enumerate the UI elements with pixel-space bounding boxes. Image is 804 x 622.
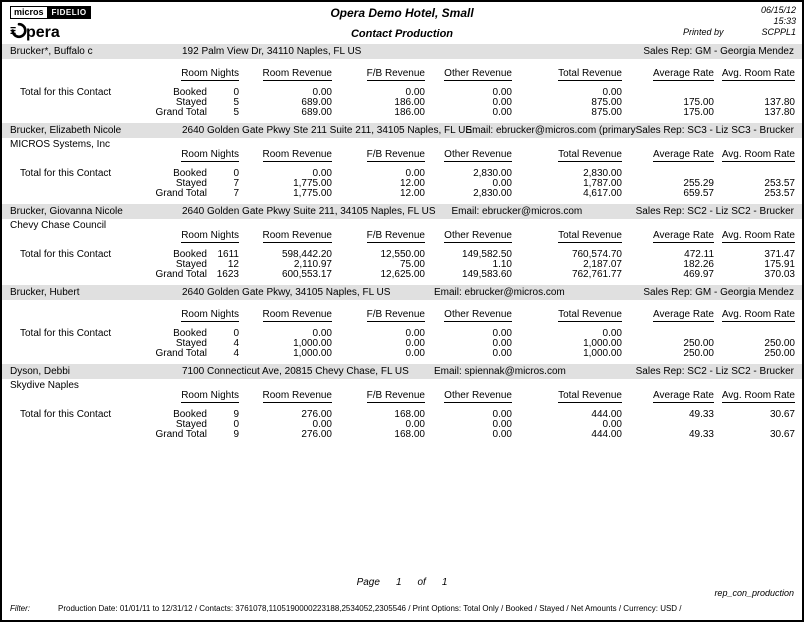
value-cell: 168.00 xyxy=(394,409,425,420)
contact-sales-rep: Sales Rep: SC2 - Liz SC2 - Brucker xyxy=(635,206,794,217)
column-header: Average Rate xyxy=(653,309,714,320)
column-header: Total Revenue xyxy=(558,390,622,401)
value-cell: 0.00 xyxy=(405,338,425,349)
value-cell: 0.00 xyxy=(602,87,622,98)
value-cell: 0.00 xyxy=(492,328,512,339)
totals-row xyxy=(2,410,802,420)
report-header xyxy=(2,2,802,42)
value-cell: 1.10 xyxy=(492,259,512,270)
value-cell: 49.33 xyxy=(688,429,714,440)
column-header: Other Revenue xyxy=(444,309,512,320)
value-cell: 0.00 xyxy=(492,419,512,430)
total-for-contact-label: Total for this Contact xyxy=(20,168,112,179)
column-header: Other Revenue xyxy=(444,390,512,401)
value-cell: 875.00 xyxy=(591,97,622,108)
contact-band-middle xyxy=(182,46,643,57)
contact-company: MICROS Systems, Inc xyxy=(10,139,111,150)
value-cell: 182.26 xyxy=(683,259,714,270)
contact-address: 2640 Golden Gate Pkwy Suite 211, 34105 Naples, FL US xyxy=(182,206,436,217)
column-header: Average Rate xyxy=(653,149,714,160)
value-cell: 0.00 xyxy=(405,168,425,179)
value-cell: 1,787.00 xyxy=(583,178,622,189)
totals-row xyxy=(2,349,802,359)
total-for-contact-label xyxy=(2,98,147,108)
column-header: Other Revenue xyxy=(444,149,512,160)
value-cell: 0.00 xyxy=(405,348,425,359)
contact-address: 192 Palm View Dr, 34110 Naples, FL US xyxy=(182,46,362,57)
page-number: 1 xyxy=(395,577,402,588)
value-cell: 30.67 xyxy=(769,409,795,420)
total-for-contact-label xyxy=(2,430,147,440)
totals-row xyxy=(2,108,802,118)
row-type-label: Booked xyxy=(173,328,207,339)
value-cell: 12 xyxy=(227,259,239,270)
contact-band-middle xyxy=(182,206,636,217)
contact-band xyxy=(2,123,802,138)
value-cell: 370.03 xyxy=(764,269,795,280)
contact-sales-rep: Sales Rep: SC3 - Liz SC3 - Brucker xyxy=(635,125,794,136)
column-header: Other Revenue xyxy=(444,230,512,241)
print-date: 06/15/12 xyxy=(760,5,796,15)
contact-company: Skydive Naples xyxy=(10,380,79,391)
column-header: Other Revenue xyxy=(444,68,512,79)
value-cell: 253.57 xyxy=(764,178,795,189)
value-cell: 1,000.00 xyxy=(293,338,332,349)
hotel-name: Opera Demo Hotel, Small xyxy=(330,6,474,20)
value-cell: 9 xyxy=(233,409,239,420)
value-cell: 2,110.97 xyxy=(293,259,332,270)
value-cell: 9 xyxy=(233,429,239,440)
totals-row xyxy=(2,329,802,339)
column-header: Average Rate xyxy=(653,68,714,79)
column-header: Room Revenue xyxy=(262,309,332,320)
row-type-label: Booked xyxy=(173,409,207,420)
column-header: Avg. Room Rate xyxy=(721,230,795,241)
print-meta xyxy=(683,5,796,38)
opera-logo-text: pera xyxy=(26,24,60,41)
value-cell: 0.00 xyxy=(492,338,512,349)
column-header: F/B Revenue xyxy=(366,149,425,160)
value-cell: 0.00 xyxy=(492,87,512,98)
totals-row xyxy=(2,270,802,280)
value-cell: 2,830.00 xyxy=(473,188,512,199)
contact-address: 2640 Golden Gate Pkwy, 34105 Naples, FL US xyxy=(182,287,391,298)
value-cell: 1,000.00 xyxy=(293,348,332,359)
contact-address: 7100 Connecticut Ave, 20815 Chevy Chase, FL US xyxy=(182,366,409,377)
row-type-label: Stayed xyxy=(175,338,207,349)
column-header: Room Revenue xyxy=(262,68,332,79)
value-cell: 444.00 xyxy=(591,409,622,420)
contact-name: Brucker, Elizabeth Nicole xyxy=(10,125,122,136)
filter-text: Production Date: 01/01/11 to 12/31/12 / Contacts: 3761078,1105190000223188,2534052,2305546 / Print Options: Total Only / Booked / Stayed / Net Amounts / Currency: USD / xyxy=(58,604,682,613)
total-for-contact-label: Total for this Contact xyxy=(20,87,112,98)
value-cell: 255.29 xyxy=(683,178,714,189)
value-cell: 0.00 xyxy=(492,429,512,440)
value-cell: 175.00 xyxy=(683,97,714,108)
value-cell: 2,830.00 xyxy=(583,168,622,179)
value-cell: 0.00 xyxy=(312,87,332,98)
row-type-label: Grand Total xyxy=(155,348,207,359)
value-cell: 598,442.20 xyxy=(281,249,332,260)
column-header: F/B Revenue xyxy=(366,309,425,320)
value-cell: 0 xyxy=(233,419,239,430)
report-title: Contact Production xyxy=(350,28,454,40)
contact-band xyxy=(2,364,802,379)
column-header: Total Revenue xyxy=(558,309,622,320)
value-cell: 689.00 xyxy=(301,107,332,118)
totals-row xyxy=(2,189,802,199)
contact-sales-rep: Sales Rep: GM - Georgia Mendez xyxy=(643,46,794,57)
contact-name: Brucker, Giovanna Nicole xyxy=(10,206,123,217)
value-cell: 0.00 xyxy=(492,178,512,189)
column-header: Avg. Room Rate xyxy=(721,149,795,160)
contact-sales-rep: Sales Rep: SC2 - Liz SC2 - Brucker xyxy=(635,366,794,377)
value-cell: 175.00 xyxy=(683,107,714,118)
contact-sales-rep: Sales Rep: GM - Georgia Mendez xyxy=(643,287,794,298)
total-for-contact-label xyxy=(2,108,147,118)
total-for-contact-label xyxy=(2,189,147,199)
total-for-contact-label xyxy=(2,349,147,359)
row-type-label: Grand Total xyxy=(155,107,207,118)
value-cell: 250.00 xyxy=(683,348,714,359)
value-cell: 276.00 xyxy=(301,409,332,420)
contact-block xyxy=(2,364,802,440)
filter-label: Filter: xyxy=(10,604,30,613)
contact-totals xyxy=(2,329,802,359)
value-cell: 0.00 xyxy=(405,419,425,430)
contact-email: Email: spiennak@micros.com xyxy=(434,366,566,377)
value-cell: 12.00 xyxy=(399,188,425,199)
contact-totals xyxy=(2,88,802,118)
contact-address: 2640 Golden Gate Pkwy Ste 211 Suite 211, 34105 Naples, FL US xyxy=(182,125,472,136)
row-type-label: Stayed xyxy=(175,419,207,430)
column-header: Room Revenue xyxy=(262,230,332,241)
contacts-list xyxy=(2,44,802,440)
column-header-row xyxy=(2,150,802,164)
column-header-row xyxy=(2,69,802,83)
column-header: Avg. Room Rate xyxy=(721,68,795,79)
filter-line xyxy=(10,604,794,614)
value-cell: 1611 xyxy=(217,249,239,260)
contact-block xyxy=(2,123,802,199)
value-cell: 2,187.07 xyxy=(583,259,622,270)
value-cell: 0.00 xyxy=(405,328,425,339)
value-cell: 0 xyxy=(233,168,239,179)
total-for-contact-label: Total for this Contact xyxy=(20,328,112,339)
contact-band xyxy=(2,204,802,219)
value-cell: 0.00 xyxy=(312,168,332,179)
column-header: Room Nights xyxy=(181,309,239,320)
column-header: Avg. Room Rate xyxy=(721,390,795,401)
contact-email: Email: ebrucker@micros.com (primary xyxy=(465,125,636,136)
contact-email: Email: ebrucker@micros.com xyxy=(434,287,565,298)
total-pages: 1 xyxy=(441,577,448,588)
value-cell: 175.91 xyxy=(764,259,795,270)
column-header: Room Nights xyxy=(181,390,239,401)
printed-by-label: Printed by xyxy=(682,27,724,37)
totals-row xyxy=(2,430,802,440)
value-cell: 0.00 xyxy=(312,419,332,430)
page-label: Page xyxy=(356,577,380,588)
value-cell: 371.47 xyxy=(764,249,795,260)
micros-logo-text: micros xyxy=(10,6,48,19)
value-cell: 0.00 xyxy=(492,348,512,359)
row-type-label: Grand Total xyxy=(155,429,207,440)
report-id: rep_con_production xyxy=(714,588,794,598)
column-header: Total Revenue xyxy=(558,68,622,79)
value-cell: 0 xyxy=(233,328,239,339)
value-cell: 186.00 xyxy=(394,107,425,118)
contact-band-middle xyxy=(182,366,636,377)
value-cell: 149,583.60 xyxy=(461,269,512,280)
column-header: F/B Revenue xyxy=(366,230,425,241)
value-cell: 472.11 xyxy=(684,249,714,260)
column-header: Room Revenue xyxy=(262,149,332,160)
contact-totals xyxy=(2,410,802,440)
value-cell: 689.00 xyxy=(301,97,332,108)
column-header: F/B Revenue xyxy=(366,68,425,79)
value-cell: 7 xyxy=(233,188,239,199)
value-cell: 30.67 xyxy=(769,429,795,440)
value-cell: 0 xyxy=(233,87,239,98)
contact-block xyxy=(2,204,802,280)
printed-by-row xyxy=(683,27,796,38)
value-cell: 875.00 xyxy=(591,107,622,118)
fidelio-logo-text: FIDELIO xyxy=(48,6,91,19)
value-cell: 0.00 xyxy=(492,409,512,420)
value-cell: 762,761.77 xyxy=(571,269,622,280)
row-type-label: Stayed xyxy=(175,97,207,108)
row-type-label: Booked xyxy=(173,87,207,98)
contact-company: Chevy Chase Council xyxy=(10,220,107,231)
print-time: 15:33 xyxy=(773,16,796,26)
column-header: Avg. Room Rate xyxy=(721,309,795,320)
column-header: Total Revenue xyxy=(558,149,622,160)
value-cell: 4 xyxy=(233,338,239,349)
value-cell: 760,574.70 xyxy=(571,249,622,260)
value-cell: 1,775.00 xyxy=(293,188,332,199)
value-cell: 2,830.00 xyxy=(473,168,512,179)
contact-block xyxy=(2,44,802,118)
column-header: Room Nights xyxy=(181,68,239,79)
value-cell: 137.80 xyxy=(764,107,795,118)
value-cell: 0.00 xyxy=(492,97,512,108)
value-cell: 250.00 xyxy=(683,338,714,349)
total-for-contact-label xyxy=(2,339,147,349)
row-type-label: Grand Total xyxy=(155,188,207,199)
printed-by-user: SCPPL1 xyxy=(761,27,796,37)
contact-name: Brucker*, Buffalo c xyxy=(10,46,93,57)
total-for-contact-label xyxy=(2,179,147,189)
value-cell: 137.80 xyxy=(764,97,795,108)
value-cell: 1,000.00 xyxy=(583,348,622,359)
contact-name: Brucker, Hubert xyxy=(10,287,80,298)
row-type-label: Grand Total xyxy=(155,269,207,280)
value-cell: 0.00 xyxy=(602,419,622,430)
row-type-label: Booked xyxy=(173,249,207,260)
contact-band xyxy=(2,285,802,300)
total-for-contact-label xyxy=(2,270,147,280)
column-header: Room Nights xyxy=(181,230,239,241)
value-cell: 469.97 xyxy=(683,269,714,280)
value-cell: 149,582.50 xyxy=(461,249,512,260)
value-cell: 0.00 xyxy=(602,328,622,339)
of-label: of xyxy=(417,577,426,588)
value-cell: 168.00 xyxy=(394,429,425,440)
value-cell: 276.00 xyxy=(301,429,332,440)
value-cell: 12,550.00 xyxy=(380,249,425,260)
value-cell: 0.00 xyxy=(405,87,425,98)
column-header: Average Rate xyxy=(653,390,714,401)
contact-email: Email: ebrucker@micros.com xyxy=(451,206,583,217)
value-cell: 12.00 xyxy=(399,178,425,189)
value-cell: 1,775.00 xyxy=(293,178,332,189)
row-type-label: Booked xyxy=(173,168,207,179)
column-header-row xyxy=(2,310,802,324)
value-cell: 7 xyxy=(233,178,239,189)
totals-row xyxy=(2,339,802,349)
row-type-label: Stayed xyxy=(175,178,207,189)
column-header: Total Revenue xyxy=(558,230,622,241)
value-cell: 0.00 xyxy=(312,328,332,339)
column-header: Average Rate xyxy=(653,230,714,241)
value-cell: 75.00 xyxy=(399,259,425,270)
contact-block xyxy=(2,285,802,359)
column-header: F/B Revenue xyxy=(366,390,425,401)
value-cell: 5 xyxy=(233,107,239,118)
column-header: Room Nights xyxy=(181,149,239,160)
total-for-contact-label: Total for this Contact xyxy=(20,249,112,260)
total-for-contact-label xyxy=(2,420,147,430)
contact-totals xyxy=(2,169,802,199)
value-cell: 0.00 xyxy=(492,107,512,118)
contact-band-middle xyxy=(182,125,636,136)
value-cell: 1623 xyxy=(216,269,239,280)
value-cell: 12,625.00 xyxy=(380,269,425,280)
contact-band xyxy=(2,44,802,59)
value-cell: 250.00 xyxy=(764,348,795,359)
value-cell: 5 xyxy=(233,97,239,108)
total-for-contact-label xyxy=(2,260,147,270)
value-cell: 600,553.17 xyxy=(281,269,332,280)
value-cell: 250.00 xyxy=(764,338,795,349)
value-cell: 444.00 xyxy=(591,429,622,440)
value-cell: 49.33 xyxy=(688,409,714,420)
value-cell: 186.00 xyxy=(394,97,425,108)
column-header: Room Revenue xyxy=(262,390,332,401)
value-cell: 1,000.00 xyxy=(583,338,622,349)
column-header-row xyxy=(2,391,802,405)
contact-band-middle xyxy=(182,287,643,298)
row-type-label: Stayed xyxy=(175,259,207,270)
total-for-contact-label: Total for this Contact xyxy=(20,409,112,420)
value-cell: 659.57 xyxy=(683,188,714,199)
contact-totals xyxy=(2,250,802,280)
value-cell: 253.57 xyxy=(764,188,795,199)
column-header-row xyxy=(2,231,802,245)
value-cell: 4,617.00 xyxy=(583,188,622,199)
page-indicator xyxy=(2,577,802,588)
value-cell: 4 xyxy=(233,348,239,359)
contact-name: Dyson, Debbi xyxy=(10,366,71,377)
